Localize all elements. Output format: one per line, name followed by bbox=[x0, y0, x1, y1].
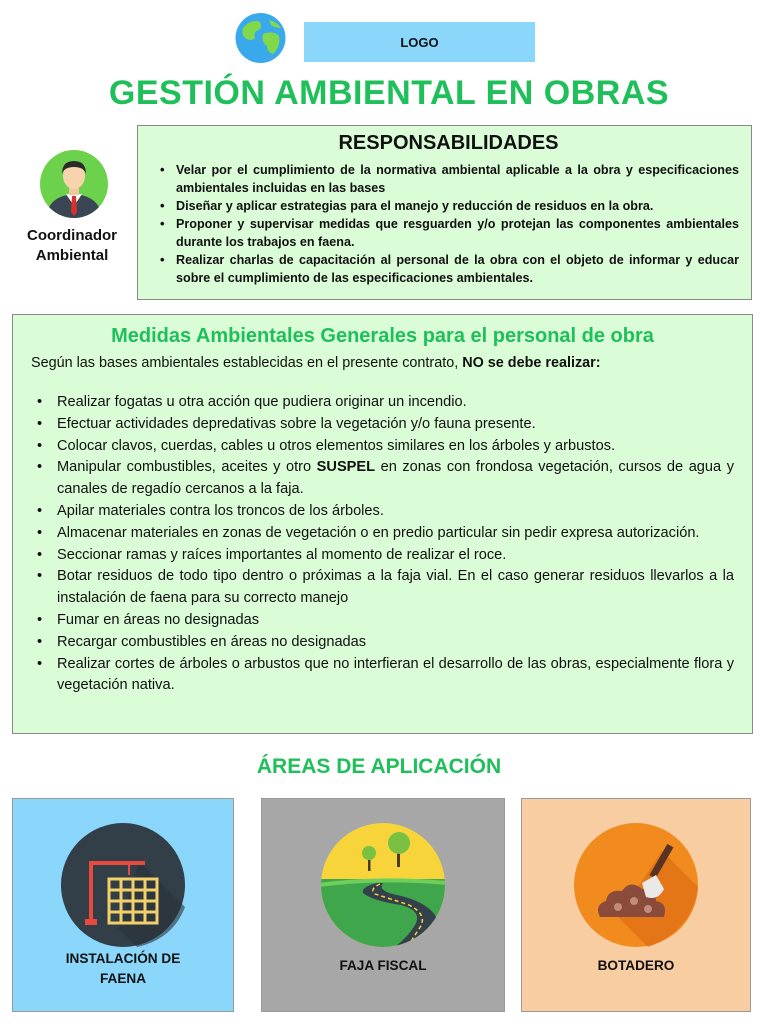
area-label: BOTADERO bbox=[597, 958, 675, 973]
role-line-1: Coordinador bbox=[27, 227, 117, 244]
measures-title: Medidas Ambientales Generales para el personal de obra bbox=[111, 325, 654, 347]
construction-crane-icon bbox=[59, 821, 187, 949]
logo-placeholder: LOGO bbox=[304, 22, 535, 62]
areas-title: ÁREAS DE APLICACIÓN bbox=[256, 755, 502, 778]
list-item: • Realizar cortes de árboles o arbustos que no interfieran el desarrollo de las obras, especialmente flora y vegetación nativa. bbox=[31, 654, 734, 698]
globe-icon bbox=[233, 12, 288, 64]
list-item: • Seccionar ramas y raíces importantes al momento de realizar el roce. bbox=[31, 545, 734, 567]
suspel-after: en zonas con frondosa vegetación, cursos de agua y canales de regadío cercanos a la faja. bbox=[57, 459, 734, 498]
area-label bbox=[13, 949, 233, 989]
measures-list bbox=[31, 392, 734, 697]
coordinator-role bbox=[10, 226, 134, 266]
list-item: • Fumar en áreas no designadas bbox=[31, 610, 734, 632]
responsibilities-list bbox=[158, 161, 739, 287]
page-title: GESTIÓN AMBIENTAL EN OBRAS bbox=[108, 74, 670, 112]
suspel-bold: SUSPEL bbox=[316, 459, 376, 476]
area-label-line2: FAENA bbox=[99, 971, 147, 986]
list-item: • Botar residuos de todo tipo dentro o próximas a la faja vial. En el caso generar residuos llevarlos a la instalación de faena para su correcto manejo bbox=[31, 566, 734, 610]
intro-text: Según las bases ambientales establecidas en el presente contrato, bbox=[31, 355, 463, 371]
area-card-faja-fiscal bbox=[261, 798, 505, 1012]
list-item: • Recargar combustibles en áreas no designadas bbox=[31, 632, 734, 654]
businessman-avatar-icon bbox=[38, 150, 110, 218]
list-item: • Proponer y supervisar medidas que resguarden y/o protejan las componentes ambientales durante los trabajos en faena. bbox=[158, 215, 739, 251]
intro-bold: NO se debe realizar: bbox=[462, 355, 601, 371]
measures-intro bbox=[31, 354, 734, 372]
road-landscape-icon bbox=[319, 821, 447, 949]
role-line-2: Ambiental bbox=[35, 247, 109, 264]
list-item: • Diseñar y aplicar estrategias para el manejo y reducción de residuos en la obra. bbox=[158, 197, 739, 215]
list-item: • Velar por el cumplimiento de la normativa ambiental aplicable a la obra y especificaciones ambientales incluidas en las bases bbox=[158, 161, 739, 197]
list-item: • Colocar clavos, cuerdas, cables u otros elementos similares en los árboles y arbustos. bbox=[31, 436, 734, 458]
measures-panel bbox=[12, 314, 753, 734]
list-item: • Almacenar materiales en zonas de vegetación o en predio particular sin pedir expresa autorización. bbox=[31, 523, 734, 545]
shovel-dirt-icon bbox=[572, 821, 700, 949]
list-item: • Realizar fogatas u otra acción que pudiera originar un incendio. bbox=[31, 392, 734, 414]
area-label-line1: INSTALACIÓN DE bbox=[65, 951, 181, 966]
area-label: FAJA FISCAL bbox=[339, 958, 427, 973]
list-item: • Realizar charlas de capacitación al personal de la obra con el objeto de informar y educar sobre el cumplimiento de las especificaciones ambientales. bbox=[158, 251, 739, 287]
list-item bbox=[31, 457, 734, 501]
area-card-faena bbox=[12, 798, 234, 1012]
area-card-botadero bbox=[521, 798, 751, 1012]
suspel-before: Manipular combustibles, aceites y otro bbox=[57, 459, 317, 476]
responsibilities-title: RESPONSABILIDADES bbox=[338, 132, 559, 154]
list-item: • Apilar materiales contra los troncos de los árboles. bbox=[31, 501, 734, 523]
responsibilities-panel bbox=[137, 125, 752, 300]
list-item: • Efectuar actividades depredativas sobre la vegetación y/o fauna presente. bbox=[31, 414, 734, 436]
